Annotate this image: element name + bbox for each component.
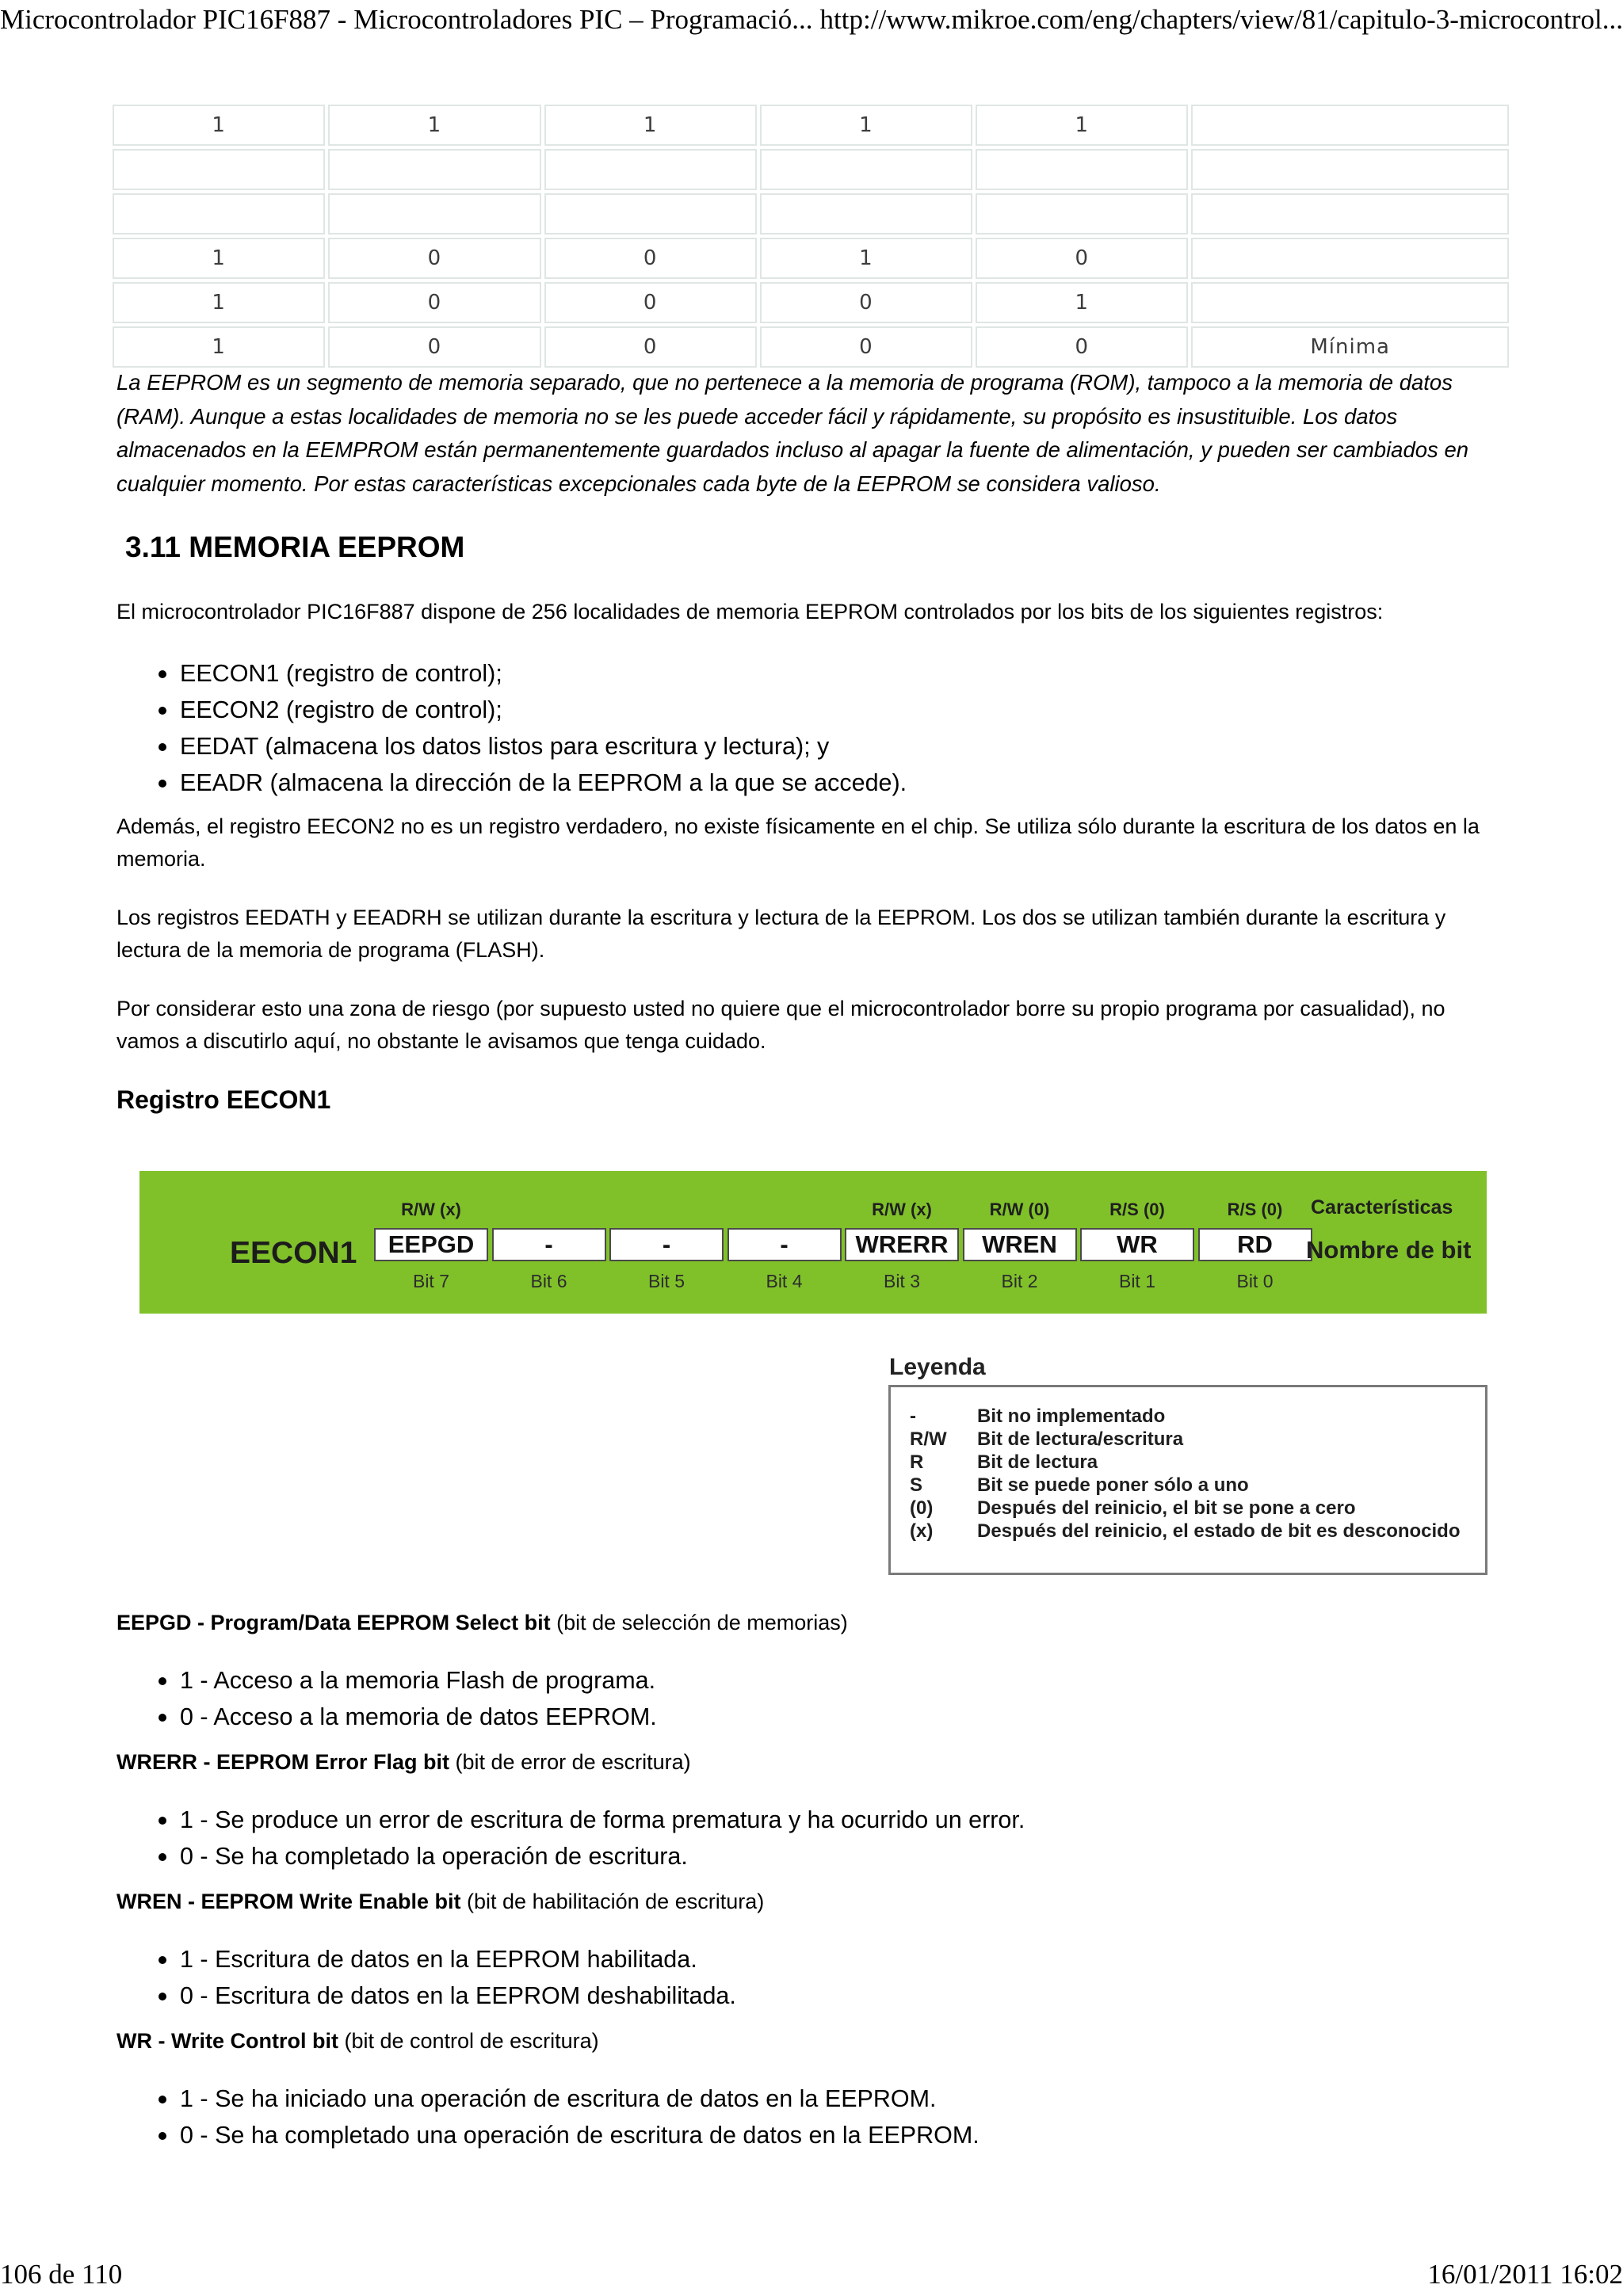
legend-description: Después del reinicio, el estado de bit es desconocido bbox=[977, 1520, 1461, 1542]
page-counter: 106 de 110 bbox=[0, 2259, 123, 2290]
list-item: EECON1 (registro de control); bbox=[158, 655, 907, 692]
wren-description: WREN - EEPROM Write Enable bit (bit de habilitación de escritura) bbox=[116, 1890, 765, 1913]
bit-name-cell: EEPGD bbox=[374, 1228, 488, 1261]
table-row bbox=[113, 282, 1509, 323]
list-item: 1 - Escritura de datos en la EEPROM habilitada. bbox=[158, 1941, 736, 1978]
bit-name-cell: RD bbox=[1198, 1228, 1312, 1261]
table-cell: 1 bbox=[760, 105, 972, 146]
bit-access-label: R/W (x) bbox=[401, 1199, 461, 1219]
paragraph-warning: Por considerar esto una zona de riesgo (por supuesto usted no quiere que el microcontrolador borre su propio programa por casualidad), no vamos a discutirlo aquí, no obstante le avisamos que tenga cuidado. bbox=[116, 997, 1445, 1053]
table-cell: 0 bbox=[544, 282, 757, 323]
bullet-icon bbox=[158, 1714, 166, 1722]
bit-number-label: Bit 1 bbox=[1118, 1271, 1156, 1291]
legend-key: - bbox=[910, 1405, 916, 1427]
print-header bbox=[0, 0, 1623, 41]
table-cell: 0 bbox=[976, 238, 1188, 279]
wren-options bbox=[158, 1941, 736, 2014]
bullet-icon bbox=[158, 2096, 166, 2103]
legend-item bbox=[910, 1497, 1356, 1520]
print-footer bbox=[0, 2255, 1623, 2294]
page-title: Microcontrolador PIC16F887 - Microcontroladores PIC – Programació... bbox=[0, 4, 813, 35]
bit-access-label: R/W (0) bbox=[989, 1199, 1050, 1219]
legend-description: Bit de lectura/escritura bbox=[977, 1428, 1184, 1450]
truth-table bbox=[109, 101, 1512, 371]
legend-key: (0) bbox=[910, 1497, 934, 1519]
legend-description: Bit se puede poner sólo a uno bbox=[977, 1474, 1249, 1496]
bit-number-label: Bit 5 bbox=[647, 1271, 685, 1291]
bit-name-cell: - bbox=[609, 1228, 724, 1261]
bit-number-label: Bit 7 bbox=[412, 1271, 450, 1291]
bit-number-label: Bit 2 bbox=[1001, 1271, 1038, 1291]
list-item: 0 - Se ha completado la operación de escritura. bbox=[158, 1838, 1025, 1875]
table-row bbox=[113, 193, 1509, 235]
table-cell bbox=[544, 193, 757, 235]
table-cell bbox=[1191, 238, 1509, 279]
bullet-icon bbox=[158, 1677, 166, 1685]
list-item: EECON2 (registro de control); bbox=[158, 692, 907, 728]
table-cell bbox=[1191, 105, 1509, 146]
bit-number-label: Bit 0 bbox=[1236, 1271, 1274, 1291]
paragraph-eecon2: Además, el registro EECON2 no es un registro verdadero, no existe físicamente en el chip. Se utiliza sólo durante la escritura de los datos en la memoria. bbox=[116, 814, 1480, 871]
bit-number-label: Bit 6 bbox=[530, 1271, 567, 1291]
legend-description: Bit no implementado bbox=[977, 1405, 1166, 1427]
list-item: EEDAT (almacena los datos listos para escritura y lectura); y bbox=[158, 728, 907, 765]
subsection-title: Registro EECON1 bbox=[116, 1085, 331, 1114]
section-title: 3.11 MEMORIA EEPROM bbox=[125, 531, 465, 563]
intro-paragraph: La EEPROM es un segmento de memoria separado, que no pertenece a la memoria de programa (ROM), tampoco a la memoria de datos (RAM). Aunque a estas localidades de memoria no se les puede acceder fácil y rápidamente, su propósito es insustituible. Los datos almacenados en la EEMPROM están permanentemente guardados incluso al apagar la fuente de alimentación, y pueden ser cambiados en cualquier momento. Por estas características excepcionales cada byte de la EEPROM se considera valioso. bbox=[116, 370, 1469, 496]
table-cell: 0 bbox=[544, 326, 757, 368]
legend-item bbox=[910, 1405, 1165, 1428]
legend-item bbox=[910, 1520, 1461, 1543]
eepgd-description: EEPGD - Program/Data EEPROM Select bit (bit de selección de memorias) bbox=[116, 1611, 848, 1634]
table-cell: 0 bbox=[328, 238, 540, 279]
table-row bbox=[113, 105, 1509, 146]
legend-item bbox=[910, 1451, 1098, 1474]
table-cell bbox=[760, 193, 972, 235]
table-cell bbox=[544, 149, 757, 190]
paragraph-eedath: Los registros EEDATH y EEADRH se utilizan durante la escritura y lectura de la EEPROM. Los dos se utilizan también durante la escritura y lectura de la memoria de programa (FLASH). bbox=[116, 906, 1446, 962]
table-cell: 0 bbox=[976, 326, 1188, 368]
table-cell: 1 bbox=[760, 238, 972, 279]
bit-name-cell: - bbox=[492, 1228, 606, 1261]
table-cell bbox=[113, 193, 325, 235]
table-cell bbox=[1191, 193, 1509, 235]
table-cell: 0 bbox=[328, 326, 540, 368]
table-row bbox=[113, 326, 1509, 368]
wrerr-description: WRERR - EEPROM Error Flag bit (bit de error de escritura) bbox=[116, 1750, 691, 1774]
table-cell: 1 bbox=[113, 105, 325, 146]
table-cell bbox=[328, 193, 540, 235]
table-cell: 0 bbox=[760, 282, 972, 323]
table-cell: Mínima bbox=[1191, 326, 1509, 368]
legend-description: Bit de lectura bbox=[977, 1451, 1098, 1473]
bullet-icon bbox=[158, 670, 166, 678]
wrerr-options bbox=[158, 1802, 1025, 1875]
table-cell bbox=[1191, 282, 1509, 323]
list-item: 0 - Se ha completado una operación de escritura de datos en la EEPROM. bbox=[158, 2117, 980, 2153]
table-cell bbox=[976, 193, 1188, 235]
bullet-icon bbox=[158, 1956, 166, 1964]
table-cell bbox=[113, 149, 325, 190]
list-item: 1 - Se ha iniciado una operación de escritura de datos en la EEPROM. bbox=[158, 2081, 980, 2117]
table-cell bbox=[328, 149, 540, 190]
table-cell: 1 bbox=[976, 282, 1188, 323]
bullet-icon bbox=[158, 1817, 166, 1825]
page-url: http://www.mikroe.com/eng/chapters/view/81/capitulo-3-microcontrol... bbox=[819, 4, 1623, 35]
legend-title: Leyenda bbox=[889, 1354, 986, 1380]
bit-name-cell: WR bbox=[1080, 1228, 1194, 1261]
table-row bbox=[113, 149, 1509, 190]
legend-key: S bbox=[910, 1474, 923, 1496]
register-list bbox=[158, 655, 907, 801]
bullet-icon bbox=[158, 1993, 166, 2000]
table-cell: 1 bbox=[113, 282, 325, 323]
legend-key: (x) bbox=[910, 1520, 934, 1542]
table-cell bbox=[1191, 149, 1509, 190]
eepgd-options bbox=[158, 1662, 657, 1735]
wr-description: WR - Write Control bit (bit de control de escritura) bbox=[116, 2029, 599, 2053]
table-cell: 0 bbox=[544, 238, 757, 279]
eecon1-register-diagram bbox=[139, 1171, 1487, 1314]
section-intro: El microcontrolador PIC16F887 dispone de 256 localidades de memoria EEPROM controlados por los bits de los siguientes registros: bbox=[116, 600, 1384, 624]
bit-name-cell: WREN bbox=[963, 1228, 1077, 1261]
bit-name-label: Nombre de bit bbox=[1306, 1236, 1472, 1264]
table-cell: 1 bbox=[544, 105, 757, 146]
list-item: 1 - Acceso a la memoria Flash de programa. bbox=[158, 1662, 657, 1699]
list-item: 1 - Se produce un error de escritura de forma prematura y ha ocurrido un error. bbox=[158, 1802, 1025, 1838]
bit-number-label: Bit 4 bbox=[766, 1271, 803, 1291]
legend-item bbox=[910, 1474, 1249, 1497]
table-cell: 0 bbox=[760, 326, 972, 368]
table-cell: 0 bbox=[328, 282, 540, 323]
legend-box bbox=[888, 1385, 1487, 1575]
table-cell: 1 bbox=[113, 238, 325, 279]
table-row bbox=[113, 238, 1509, 279]
legend-item bbox=[910, 1428, 1183, 1451]
table-cell: 1 bbox=[328, 105, 540, 146]
bullet-icon bbox=[158, 707, 166, 715]
table-cell bbox=[760, 149, 972, 190]
register-name: EECON1 bbox=[230, 1236, 357, 1270]
bit-name-cell: - bbox=[727, 1228, 842, 1261]
wr-options bbox=[158, 2081, 980, 2153]
bit-number-label: Bit 3 bbox=[883, 1271, 921, 1291]
bullet-icon bbox=[158, 780, 166, 788]
bit-name-cell: WRERR bbox=[845, 1228, 959, 1261]
legend-description: Después del reinicio, el bit se pone a cero bbox=[977, 1497, 1356, 1519]
bullet-icon bbox=[158, 2132, 166, 2140]
bit-access-label: R/S (0) bbox=[1227, 1199, 1283, 1219]
list-item: 0 - Acceso a la memoria de datos EEPROM. bbox=[158, 1699, 657, 1735]
list-item: 0 - Escritura de datos en la EEPROM deshabilitada. bbox=[158, 1978, 736, 2014]
print-datetime: 16/01/2011 16:02 bbox=[1427, 2259, 1623, 2290]
table-cell bbox=[976, 149, 1188, 190]
legend-key: R/W bbox=[910, 1428, 947, 1450]
table-cell: 1 bbox=[976, 105, 1188, 146]
bullet-icon bbox=[158, 743, 166, 751]
table-cell: 1 bbox=[113, 326, 325, 368]
bit-access-label: R/S (0) bbox=[1109, 1199, 1165, 1219]
characteristics-label: Características bbox=[1311, 1196, 1453, 1219]
list-item: EEADR (almacena la dirección de la EEPROM a la que se accede). bbox=[158, 765, 907, 801]
bullet-icon bbox=[158, 1853, 166, 1861]
bit-access-label: R/W (x) bbox=[872, 1199, 932, 1219]
legend-key: R bbox=[910, 1451, 924, 1473]
